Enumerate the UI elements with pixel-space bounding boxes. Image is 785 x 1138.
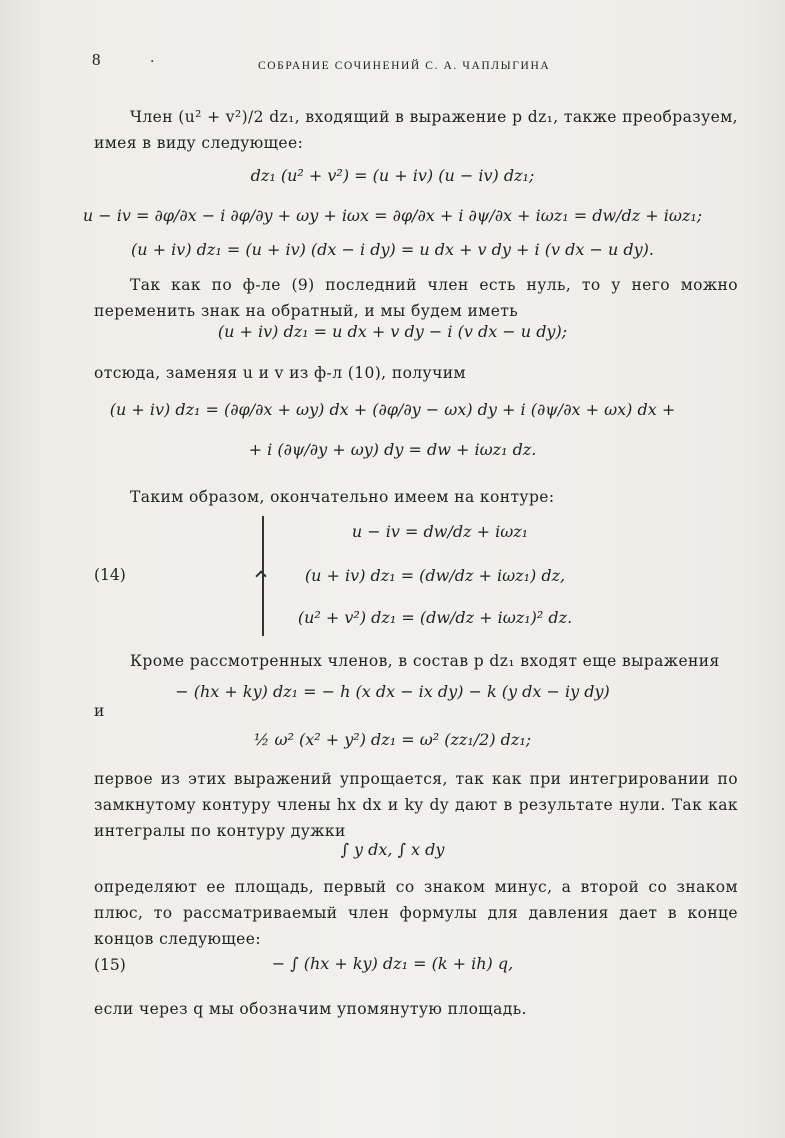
paragraph-2: Так как по ф-ле (9) последний член есть нуль, то у него можно переменить знак на обратный, и мы будем иметь — [94, 276, 738, 320]
equation-label-15: (15) — [94, 956, 126, 974]
paragraph-8: если через q мы обозначим упомянутую площадь. — [94, 1000, 527, 1018]
formula-6: + i (∂ψ/∂y + ωy) dy = dw + iωz₁ dz. — [248, 440, 537, 459]
equation-label-14: (14) — [94, 566, 126, 584]
paragraph-1: Член (u² + v²)/2 dz₁, входящий в выражение p dz₁, также преобразуем, имея в виду следующее: — [94, 108, 738, 152]
paragraph-3: отсюда, заменяя u и v из ф-л (10), получим — [94, 364, 466, 382]
page-header — [0, 50, 785, 76]
formula-4: (u + iv) dz₁ = u dx + v dy − i (v dx − u dy); — [217, 322, 568, 341]
paragraph-6: первое из этих выражений упрощается, так как при интегрировании по замкнутому контуру члены hx dx и ky dy дают в результате нули. Так как интегралы по контуру дужки — [94, 770, 738, 840]
running-title: СОБРАНИЕ СОЧИНЕНИЙ С. А. ЧАПЛЫГИНА — [258, 60, 551, 72]
formula-7c: (u² + v²) dz₁ = (dw/dz + iωz₁)² dz. — [297, 608, 573, 627]
formula-7b: (u + iv) dz₁ = (dw/dz + iωz₁) dz, — [304, 566, 566, 585]
formula-5: (u + iv) dz₁ = (∂φ/∂x + ωy) dx + (∂φ/∂y − ωx) dy + i (∂ψ/∂x + ωx) dx + — [109, 400, 676, 419]
speck-mark: · — [150, 54, 155, 70]
formula-7a: u − iv = dw/dz + iωz₁ — [351, 522, 529, 541]
formula-8: − (hx + ky) dz₁ = − h (x dx − ix dy) − k (y dx − iy dy) — [175, 682, 610, 701]
paragraph-5: Кроме рассмотренных членов, в состав p dz₁ входят еще выражения — [130, 652, 720, 670]
formula-3: (u + iv) dz₁ = (u + iv) (dx − i dy) = u dx + v dy + i (v dx − u dy). — [131, 240, 654, 259]
page-number: 8 — [92, 50, 101, 69]
formula-1: dz₁ (u² + v²) = (u + iv) (u − iv) dz₁; — [250, 166, 535, 185]
formula-11: − ∫ (hx + ky) dz₁ = (k + ih) q, — [271, 954, 514, 973]
paragraph-4: Таким образом, окончательно имеем на контуре: — [130, 488, 555, 506]
formula-9: ½ ω² (x² + y²) dz₁ = ω² (zz₁/2) dz₁; — [253, 730, 532, 749]
paragraph-5b: и — [94, 702, 105, 720]
paragraph-7: определяют ее площадь, первый со знаком минус, а второй со знаком плюс, то рассматриваемый член формулы для давления дает в конце концов следующее: — [94, 878, 738, 948]
formula-10: ∫ y dx, ∫ x dy — [340, 840, 445, 859]
formula-2: u − iv = ∂φ/∂x − i ∂φ/∂y + ωy + iωx = ∂φ/∂x + i ∂ψ/∂x + iωz₁ = dw/dz + iωz₁; — [82, 206, 703, 225]
